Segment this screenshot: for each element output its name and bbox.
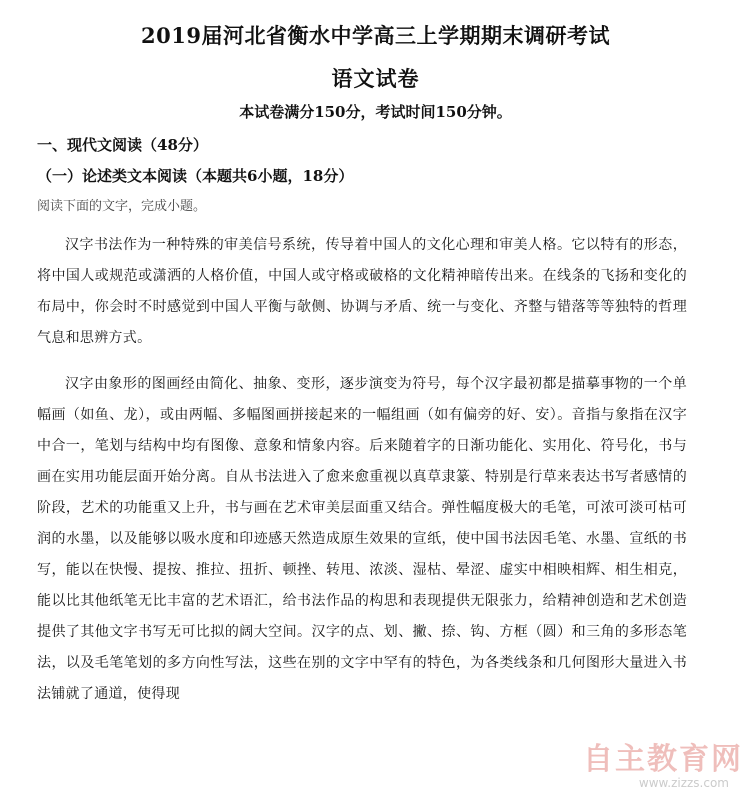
passage-paragraph: 汉字书法作为一种特殊的审美信号系统，传导着中国人的文化心理和审美人格。它以特有的形态，将中国人或规范或潇洒的人格价值，中国人或守格或破格的文化精神暗传出来。在线条的飞扬和变化的布局中，你会时不时感觉到中国人平衡与欹侧、协调与矛盾、统一与变化、齐整与错落等等独特的哲理气息和思辨方式。 xyxy=(37,237,687,346)
exam-info: 本试卷满分150分，考试时间150分钟。 xyxy=(239,103,512,121)
exam-title: 2019届河北省衡水中学高三上学期期末调研考试 xyxy=(141,23,610,48)
reading-instruction: 阅读下面的文字，完成小题。 xyxy=(37,199,207,214)
section-heading: 一、现代文阅读（48分） xyxy=(37,136,208,154)
subsection-heading: （一）论述类文本阅读（本题共6小题，18分） xyxy=(37,167,354,185)
passage-paragraph: 汉字由象形的图画经由简化、抽象、变形，逐步演变为符号，每个汉字最初都是描摹事物的一个单幅画（如鱼、龙），或由两幅、多幅图画拼接起来的一幅组画（如有偏旁的好、安）。音指与象指在汉字中合一，笔划与结构中均有图像、意象和情象内容。后来随着字的日渐功能化、实用化、符号化，书与画在实用功能层面开始分离。自从书法进入了愈来愈重视以真草隶篆、特别是行草来表达书写者感情的阶段，艺术的功能重又上升，书与画在艺术审美层面重又结合。弹性幅度极大的毛笔，可浓可淡可枯可润的水墨，以及能够以吸水度和印迹感天然造成原生效果的宣纸，使中国书法因毛笔、水墨、宣纸的书写，能以在快慢、提按、推拉、扭折、顿挫、转甩、浓淡、湿枯、晕涩、虚实中相映相辉、相生相克，能以比其他纸笔无比丰富的艺术语汇，给书法作品的构思和表现提供无限张力，给精神创造和艺术创造提供了其他文字书写无可比拟的阔大空间。汉字的点、划、撇、捺、钩、方框（圆）和三角的多形态笔法，以及毛笔笔划的多方向性写法，这些在别的文字中罕有的特色，为各类线条和几何图形大量进入书法铺就了通道，使得现 xyxy=(37,376,687,702)
watermark-logo xyxy=(573,726,743,806)
reading-passage xyxy=(37,230,687,725)
watermark-text: 自主教育网 xyxy=(583,742,743,777)
paper-subtitle: 语文试卷 xyxy=(331,66,420,91)
watermark-url: www.zizzs.com xyxy=(638,776,729,790)
